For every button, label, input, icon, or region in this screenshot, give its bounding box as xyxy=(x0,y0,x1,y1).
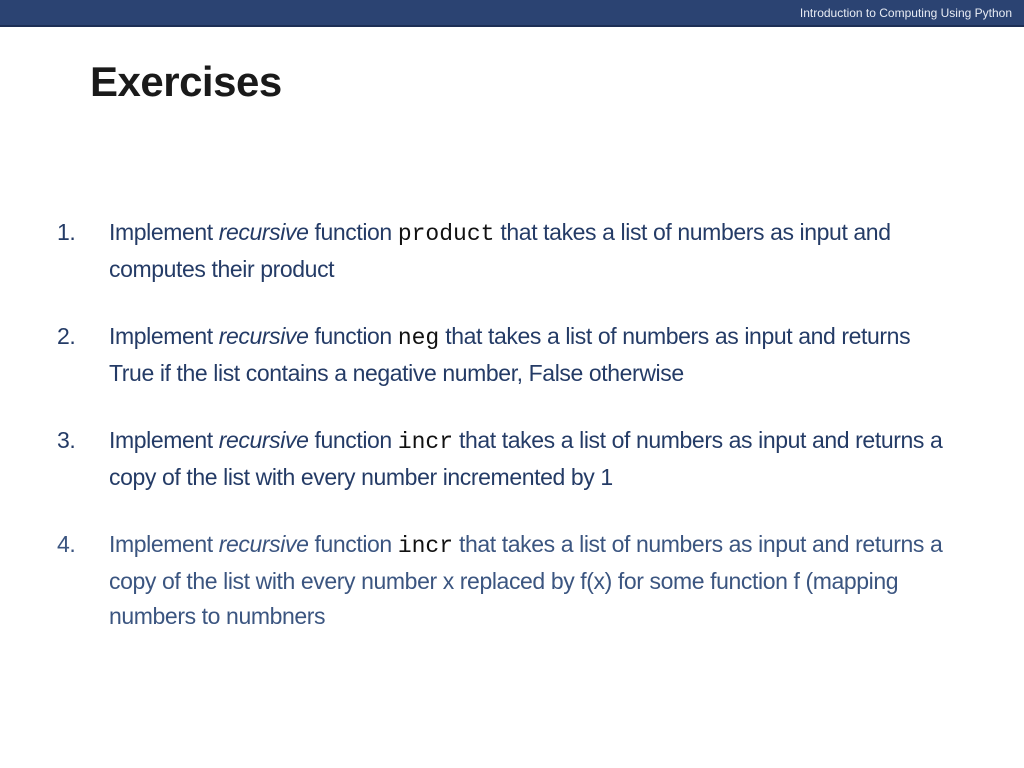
item-number: 1. xyxy=(57,219,76,245)
item-number: 4. xyxy=(57,531,76,557)
item-text: that takes a list of numbers as input and returns a copy of the list with every number incremented by 1 xyxy=(109,427,943,490)
item-text: function xyxy=(308,323,398,349)
item-number: 3. xyxy=(57,427,76,453)
exercise-item-3 xyxy=(57,423,957,495)
exercise-item-2 xyxy=(57,319,957,391)
item-text: Implement xyxy=(109,219,219,245)
item-text: Implement xyxy=(109,427,219,453)
exercise-item-1 xyxy=(57,215,957,287)
item-number: 2. xyxy=(57,323,76,349)
item-text: Implement xyxy=(109,323,219,349)
course-title: Introduction to Computing Using Python xyxy=(799,6,1012,20)
item-text: that takes a list of numbers as input and returns True if the list contains a negative number, False otherwise xyxy=(109,323,911,386)
item-text: function xyxy=(308,531,398,557)
function-name: incr xyxy=(397,533,454,559)
header-bar xyxy=(0,0,1024,27)
item-emphasis: recursive xyxy=(218,427,309,453)
item-text: Implement xyxy=(109,531,219,557)
item-text: function xyxy=(308,219,398,245)
item-emphasis: recursive xyxy=(218,323,309,349)
item-emphasis: recursive xyxy=(218,219,309,245)
item-text: that takes a list of numbers as input and computes their product xyxy=(109,219,891,282)
function-name: product xyxy=(397,221,495,247)
exercise-item-4 xyxy=(57,527,957,634)
slide-title: Exercises xyxy=(90,58,282,105)
function-name: incr xyxy=(397,429,454,455)
item-text: that takes a list of numbers as input and returns a copy of the list with every number x replaced by f(x) for some function f (mapping numbers to numbners xyxy=(109,531,943,629)
function-name: neg xyxy=(397,325,440,351)
item-text: function xyxy=(308,427,398,453)
exercise-list xyxy=(57,215,957,666)
item-emphasis: recursive xyxy=(218,531,309,557)
